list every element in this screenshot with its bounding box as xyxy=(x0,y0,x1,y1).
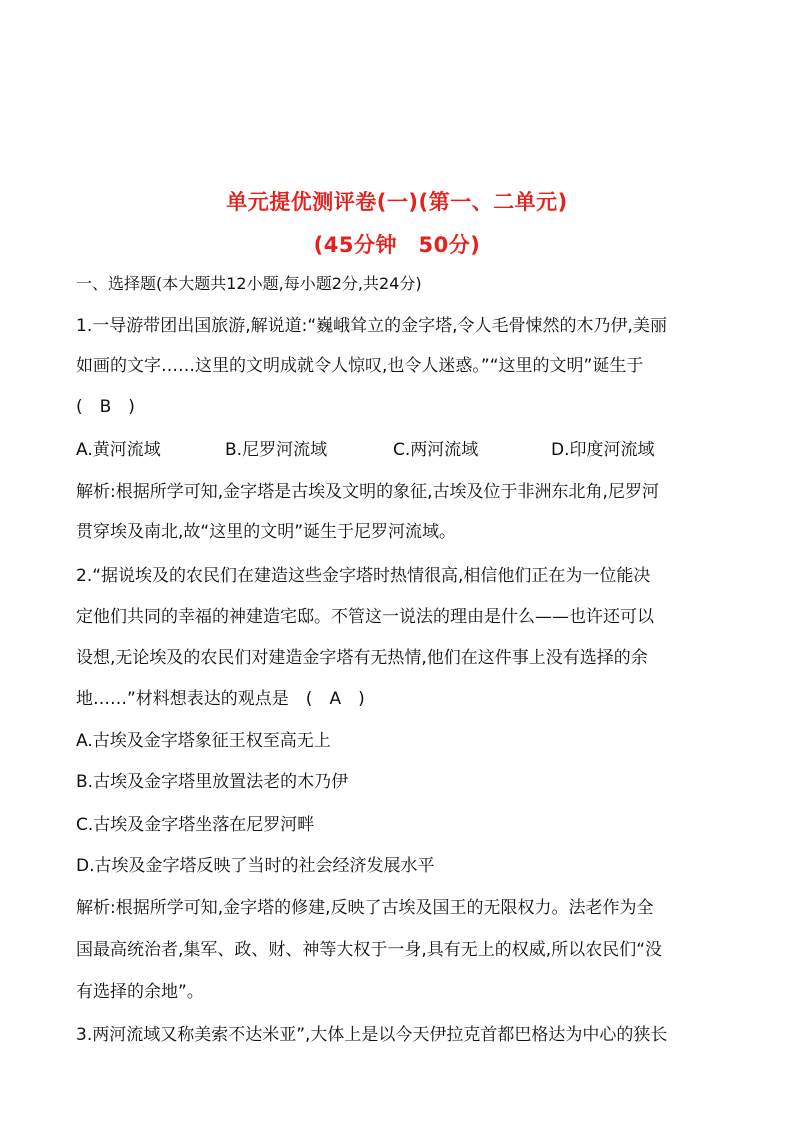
section-heading: 一、选择题(本大题共12小题,每小题2分,共24分) xyxy=(76,274,422,293)
q1-analysis-line-2: 贯穿埃及南北,故“这里的文明”诞生于尼罗河流域。 xyxy=(76,522,457,542)
q2-option-d: D.古埃及金字塔反映了当时的社会经济发展水平 xyxy=(76,856,435,876)
q1-stem-line-2: 如画的文字……这里的文明成就令人惊叹,也令人迷惑。”“这里的文明”诞生于 xyxy=(76,356,644,376)
q1-option-c: C.两河流域 xyxy=(393,440,479,460)
q2-stem-line-4: 地……”材料想表达的观点是 ( A ) xyxy=(76,689,365,709)
q1-options-row xyxy=(76,439,726,461)
q2-option-c: C.古埃及金字塔坐落在尼罗河畔 xyxy=(76,815,315,835)
q2-stem-line-1: 2.“据说埃及的农民们在建造这些金字塔时热情很高,相信他们正在为一位能决 xyxy=(76,566,651,586)
page-title: 单元提优测评卷(一)(第一、二单元) xyxy=(226,190,568,214)
q1-analysis-line-1: 解析:根据所学可知,金字塔是古埃及文明的象征,古埃及位于非洲东北角,尼罗河 xyxy=(76,482,659,502)
q1-answer: ( B ) xyxy=(76,397,135,417)
page-subtitle: (45分钟 50分) xyxy=(313,233,481,257)
q2-stem-line-2: 定他们共同的幸福的神建造宅邸。不管这一说法的理由是什么——也许还可以 xyxy=(76,607,654,627)
q2-analysis-line-3: 有选择的余地”。 xyxy=(76,982,204,1002)
q3-stem-line-1: 3.两河流域又称美索不达米亚”,大体上是以今天伊拉克首都巴格达为中心的狭长 xyxy=(76,1025,668,1045)
q1-option-d: D.印度河流域 xyxy=(551,440,655,460)
q2-option-b: B.古埃及金字塔里放置法老的木乃伊 xyxy=(76,772,349,792)
q1-option-a: A.黄河流域 xyxy=(76,440,161,460)
q2-stem-line-3: 设想,无论埃及的农民们对建造金字塔有无热情,他们在这件事上没有选择的余 xyxy=(76,648,648,668)
q1-stem-line-1: 1.一导游带团出国旅游,解说道:“巍峨耸立的金字塔,令人毛骨悚然的木乃伊,美丽 xyxy=(76,316,667,336)
q2-option-a: A.古埃及金字塔象征王权至高无上 xyxy=(76,731,331,751)
q2-analysis-line-1: 解析:根据所学可知,金字塔的修建,反映了古埃及国王的无限权力。法老作为全 xyxy=(76,898,654,918)
q2-analysis-line-2: 国最高统治者,集军、政、财、神等大权于一身,具有无上的权威,所以农民们“没 xyxy=(76,940,663,960)
q1-option-b: B.尼罗河流域 xyxy=(225,440,328,460)
